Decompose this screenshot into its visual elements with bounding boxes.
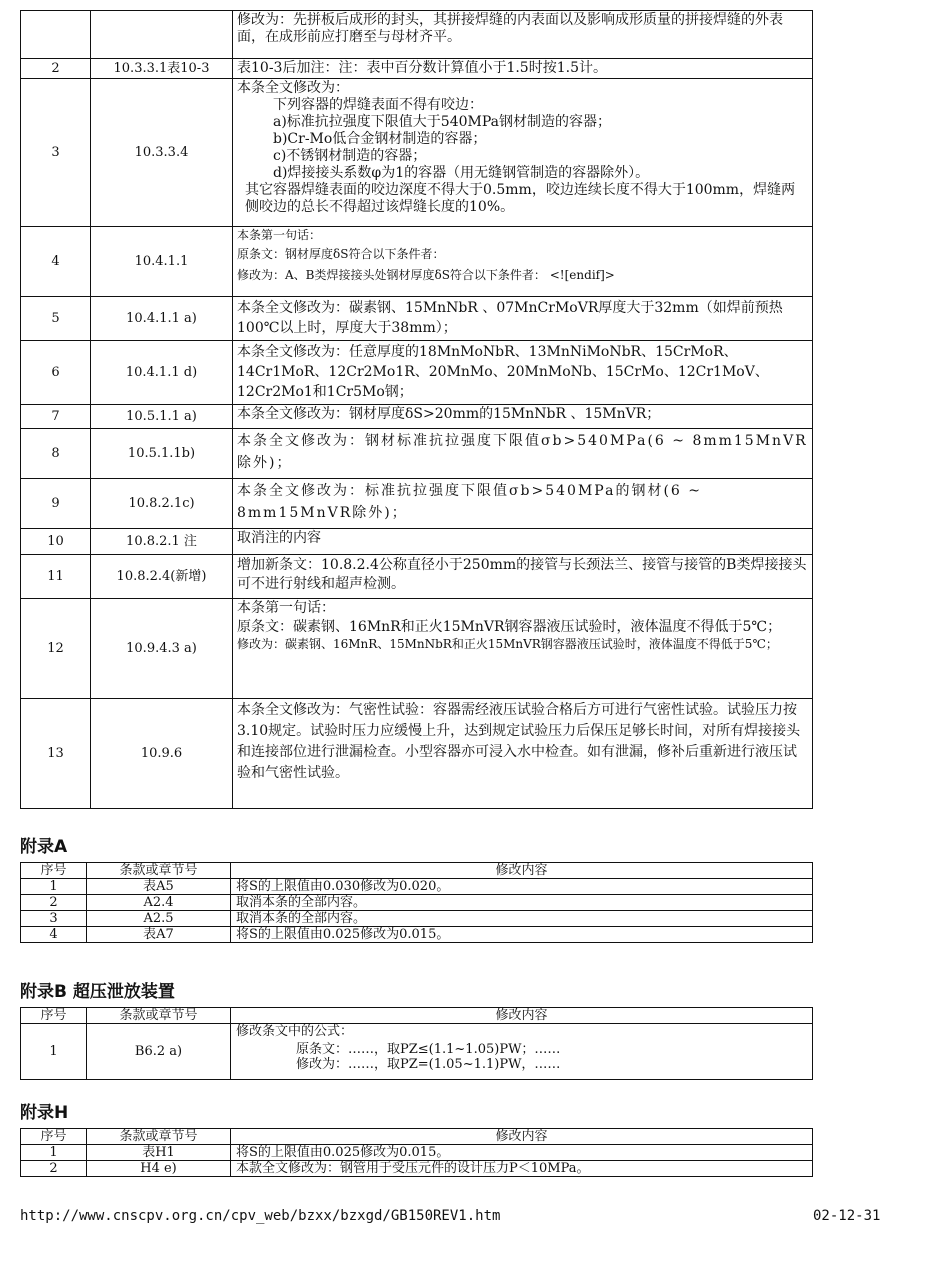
revision-content: 取消本条的全部内容。 xyxy=(231,895,813,911)
clause-number: 表H1 xyxy=(87,1145,231,1161)
clause-number: 10.4.1.1 xyxy=(91,227,233,297)
row-number: 2 xyxy=(21,59,91,79)
content-line: 下列容器的焊缝表面不得有咬边： xyxy=(273,97,483,113)
column-header: 条款或章节号 xyxy=(87,863,231,879)
revision-content xyxy=(233,429,813,479)
revision-content xyxy=(233,529,813,555)
table-row xyxy=(21,479,813,529)
content-line: 本条第一句话： xyxy=(237,228,322,242)
content-line: 增加新条文：10.8.2.4公称直径小于250mm的接管与长颈法兰、接管与接管的B类焊接接头可不进行射线和超声检测。 xyxy=(237,557,807,592)
appendix-h-title: 附录H xyxy=(20,1103,69,1123)
clause-number: 10.8.2.1 注 xyxy=(91,529,233,555)
content-line: 修改为：A、B类焊接接头处钢材厚度δS符合以下条件者： <![endif]> xyxy=(237,268,615,282)
content-line: 本条全文修改为：气密性试验：容器需经液压试验合格后方可进行气密性试验。试验压力按3.10规定。试验时压力应缓慢上升，达到规定试验压力后保压足够长时间，对所有焊接接头和连接部位进行泄漏检查。小型容器亦可浸入水中检查。如有泄漏，修补后重新进行液压试验和气密性试验。 xyxy=(237,702,801,781)
clause-number: 10.9.6 xyxy=(91,699,233,809)
content-line: c)不锈钢材制造的容器； xyxy=(273,148,427,164)
table-header-row xyxy=(21,1129,813,1145)
row-number: 3 xyxy=(21,79,91,227)
content-line: 原条文：钢材厚度δS符合以下条件者： xyxy=(237,247,445,261)
column-header: 序号 xyxy=(21,1129,87,1145)
clause-number: H4 e) xyxy=(87,1161,231,1177)
revision-content xyxy=(231,1024,813,1080)
table-row xyxy=(21,405,813,429)
revision-content xyxy=(233,11,813,59)
table-row xyxy=(21,911,813,927)
clause-number: 10.5.1.1 a) xyxy=(91,405,233,429)
page-url[interactable]: http://www.cnscpv.org.cn/cpv_web/bzxx/bzxgd/GB150REV1.htm xyxy=(20,1208,501,1224)
clause-number: 表A7 xyxy=(87,927,231,943)
table-row xyxy=(21,11,813,59)
clause-number: A2.5 xyxy=(87,911,231,927)
content-line: 修改条文中的公式： xyxy=(236,1024,354,1039)
revision-content: 将S的上限值由0.025修改为0.015。 xyxy=(231,927,813,943)
content-line: 原条文：碳素钢、16MnR和正火15MnVR钢容器液压试验时，液体温度不得低于5℃； xyxy=(237,619,782,635)
revision-content xyxy=(233,59,813,79)
clause-number: 10.4.1.1 d) xyxy=(91,341,233,405)
row-number: 2 xyxy=(21,895,87,911)
content-line: 修改为：碳素钢、16MnR、15MnNbR和正火15MnVR钢容器液压试验时，液体温度不得低于5℃； xyxy=(237,637,778,651)
revision-content: 将S的上限值由0.025修改为0.015。 xyxy=(231,1145,813,1161)
row-number: 3 xyxy=(21,911,87,927)
row-number xyxy=(21,11,91,59)
row-number: 13 xyxy=(21,699,91,809)
clause-number: 10.9.4.3 a) xyxy=(91,599,233,699)
column-header: 序号 xyxy=(21,1008,87,1024)
content-line: 本条全文修改为： xyxy=(237,80,349,96)
clause-number: 10.8.2.4(新增) xyxy=(91,555,233,599)
revision-content: 本款全文修改为：钢管用于受压元件的设计压力P＜10MPa。 xyxy=(231,1161,813,1177)
appendix-a-table xyxy=(20,862,813,943)
table-header-row xyxy=(21,1008,813,1024)
row-number: 1 xyxy=(21,1024,87,1080)
clause-number: 10.8.2.1c) xyxy=(91,479,233,529)
table-row xyxy=(21,1145,813,1161)
table-row xyxy=(21,879,813,895)
row-number: 6 xyxy=(21,341,91,405)
revision-content xyxy=(233,297,813,341)
revision-content xyxy=(233,699,813,809)
table-row xyxy=(21,341,813,405)
table-header-row xyxy=(21,863,813,879)
content-line: 本条全文修改为：钢材厚度δS>20mm的15MnNbR 、15MnVR； xyxy=(237,406,661,422)
column-header: 条款或章节号 xyxy=(87,1008,231,1024)
column-header: 修改内容 xyxy=(231,1008,813,1024)
revision-content: 取消本条的全部内容。 xyxy=(231,911,813,927)
content-line: 本条第一句话： xyxy=(237,600,335,616)
table-row xyxy=(21,599,813,699)
content-line: 其它容器焊缝表面的咬边深度不得大于0.5mm，咬边连续长度不得大于100mm，焊缝两侧咬边的总长不得超过该焊缝长度的10%。 xyxy=(245,182,796,215)
row-number: 7 xyxy=(21,405,91,429)
content-line: 修改为：先拼板后成形的封头，其拼接焊缝的内表面以及影响成形质量的拼接焊缝的外表面，在成形前应打磨至与母材齐平。 xyxy=(237,12,783,45)
clause-number: 10.4.1.1 a) xyxy=(91,297,233,341)
table-row xyxy=(21,699,813,809)
content-line: d)焊接接头系数φ为1的容器（用无缝钢管制造的容器除外）。 xyxy=(273,165,650,181)
formula-original: 原条文：……，取PZ≤(1.1~1.05)PW；…… xyxy=(296,1042,561,1057)
row-number: 12 xyxy=(21,599,91,699)
appendix-b-title: 附录B 超压泄放装置 xyxy=(20,982,175,1002)
table-row xyxy=(21,59,813,79)
revision-content xyxy=(233,341,813,405)
row-number: 1 xyxy=(21,1145,87,1161)
content-line: b)Cr-Mo低合金钢材制造的容器； xyxy=(273,131,487,147)
revision-content xyxy=(233,555,813,599)
appendix-h-table xyxy=(20,1128,813,1177)
column-header: 序号 xyxy=(21,863,87,879)
clause-number: 表A5 xyxy=(87,879,231,895)
row-number: 4 xyxy=(21,227,91,297)
content-line: 本条全文修改为：碳素钢、15MnNbR 、07MnCrMoVR厚度大于32mm（如焊前预热100℃以上时，厚度大于38mm）； xyxy=(237,300,783,336)
revision-content xyxy=(233,227,813,297)
table-row xyxy=(21,1024,813,1080)
table-row xyxy=(21,555,813,599)
clause-number xyxy=(91,11,233,59)
table-row xyxy=(21,927,813,943)
column-header: 修改内容 xyxy=(231,863,813,879)
content-line: 本条全文修改为：标准抗拉强度下限值σb>540MPa的钢材(6 ~ 8mm15MnVR除外)； xyxy=(237,483,702,521)
table-row xyxy=(21,79,813,227)
row-number: 8 xyxy=(21,429,91,479)
clause-number: B6.2 a) xyxy=(87,1024,231,1080)
print-date: 02-12-31 xyxy=(813,1208,881,1224)
content-line: 本条全文修改为：钢材标准抗拉强度下限值σb>540MPa(6 ~ 8mm15MnVR除外)； xyxy=(237,433,808,471)
row-number: 2 xyxy=(21,1161,87,1177)
column-header: 条款或章节号 xyxy=(87,1129,231,1145)
content-line: 本条全文修改为：任意厚度的18MnMoNbR、13MnNiMoNbR、15CrMoR、14Cr1MoR、12Cr2Mo1R、20MnMo、20MnMoNb、15CrMo、12Cr1MoV、12Cr2Mo1和1Cr5Mo钢； xyxy=(237,344,769,400)
content-line: a)标准抗拉强度下限值大于540MPa钢材制造的容器； xyxy=(273,114,612,130)
row-number: 9 xyxy=(21,479,91,529)
main-revision-table xyxy=(20,10,813,809)
column-header: 修改内容 xyxy=(231,1129,813,1145)
revision-content: 将S的上限值由0.030修改为0.020。 xyxy=(231,879,813,895)
table-row xyxy=(21,895,813,911)
appendix-b-table xyxy=(20,1007,813,1080)
table-row xyxy=(21,529,813,555)
clause-number: 10.3.3.4 xyxy=(91,79,233,227)
formula-revised: 修改为：……，取PZ=(1.05~1.1)PW，…… xyxy=(296,1057,561,1072)
table-row xyxy=(21,429,813,479)
revision-content xyxy=(233,405,813,429)
row-number: 5 xyxy=(21,297,91,341)
content-line: 表10-3后加注：注：表中百分数计算值小于1.5时按1.5计。 xyxy=(237,60,607,76)
row-number: 11 xyxy=(21,555,91,599)
revision-content xyxy=(233,79,813,227)
row-number: 4 xyxy=(21,927,87,943)
clause-number: A2.4 xyxy=(87,895,231,911)
table-row xyxy=(21,297,813,341)
clause-number: 10.3.3.1表10-3 xyxy=(91,59,233,79)
appendix-a-title: 附录A xyxy=(20,837,68,857)
revision-content xyxy=(233,599,813,699)
row-number: 1 xyxy=(21,879,87,895)
row-number: 10 xyxy=(21,529,91,555)
clause-number: 10.5.1.1b) xyxy=(91,429,233,479)
table-row xyxy=(21,1161,813,1177)
table-row xyxy=(21,227,813,297)
content-line: 取消注的内容 xyxy=(237,530,321,546)
revision-content xyxy=(233,479,813,529)
